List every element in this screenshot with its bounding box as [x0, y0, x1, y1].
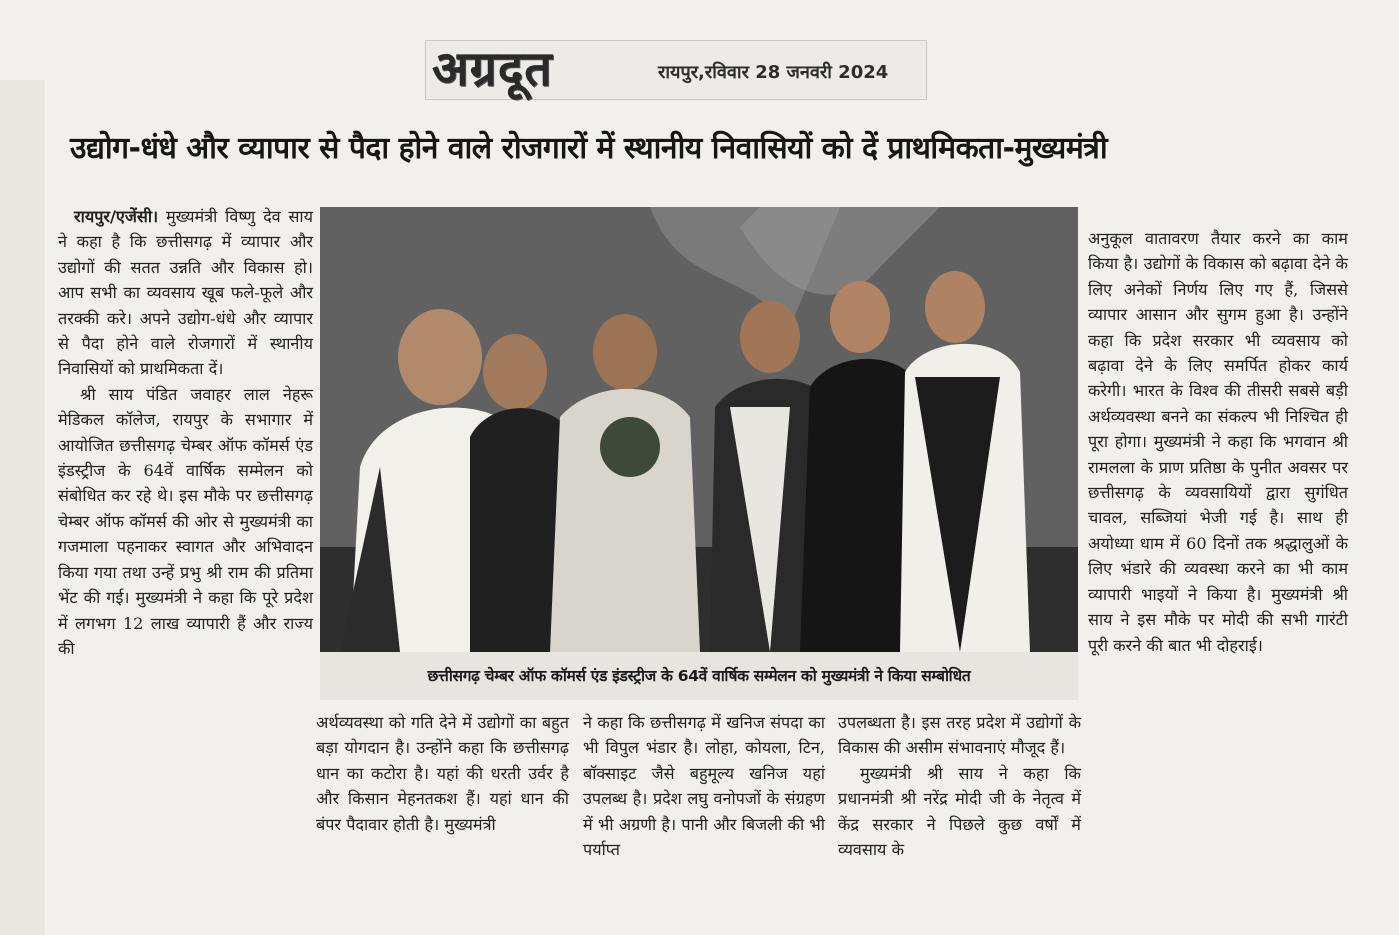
article-column-5	[1088, 226, 1348, 658]
headline: उद्योग-धंधे और व्यापार से पैदा होने वाले रोजगारों में स्थानीय निवासियों को दें प्राथमिकता-मुख्यमंत्री	[70, 131, 1108, 166]
article-paragraph-7: अनुकूल वातावरण तैयार करने का काम किया है। उद्योगों के विकास को बढ़ावा देने के लिए अनेकों निर्णय लिए गए हैं, जिससे व्यापार आसान और सुगम हुआ है। उन्होंने कहा कि प्रदेश सरकार भी व्यवसाय को बढ़ावा देने के लिए समर्पित होकर कार्य करेगी। भारत के विश्व की तीसरी सबसे बड़ी अर्थव्यवस्था बनने का संकल्प भी निश्चित ही पूरा होगा। मुख्यमंत्री ने कहा कि भगवान श्री रामलला के प्राण प्रतिष्ठा के पुनीत अवसर पर छत्तीसगढ़ के व्यवसायियों द्वारा सुगंधित चावल, सब्जियां भेजी गई है। साथ ही अयोध्या धाम में 60 दिनों तक श्रद्धालुओं के लिए भंडारे की व्यवस्था करने का भी काम व्यापारी भाइयों ने किया है। मुख्यमंत्री श्री साय ने इस मौके पर मोदी की सभी गारंटी पूरी करने की बात भी दोहराई।	[1088, 229, 1348, 655]
article-paragraph-4: ने कहा कि छत्तीसगढ़ में खनिज संपदा का भी विपुल भंडार है। लोहा, कोयला, टिन, बॉक्साइट जैसे बहुमूल्य खनिज यहां उपलब्ध है। प्रदेश लघु वनोपजों के संग्रहण में भी अग्रणी है। पानी और बिजली की भी पर्याप्त	[583, 713, 825, 860]
article-column-3	[583, 710, 825, 862]
masthead-dateline: रायपुर,रविवार 28 जनवरी 2024	[658, 62, 889, 83]
article-paragraph-3: अर्थव्यवस्था को गति देने में उद्योगों का बहुत बड़ा योगदान है। उन्होंने कहा कि छत्तीसगढ़ धान का कटोरा है। यहां की धरती उर्वर है और किसान मेहनतकश हैं। यहां धान की बंपर पैदावार होती है। मुख्यमंत्री	[316, 713, 569, 834]
article-paragraph-2: श्री साय पंडित जवाहर लाल नेहरू मेडिकल कॉलेज, रायपुर के सभागार में आयोजित छत्तीसगढ़ चेम्बर ऑफ कॉमर्स एंड इंडस्ट्रीज के 64वें वार्षिक सम्मेलन को संबोधित कर रहे थे। इस मौके पर छत्तीसगढ़ चेम्बर ऑफ कॉमर्स की ओर से मुख्यमंत्री का गजमाला पहनाकर स्वागत और अभिवादन किया गया तथा उन्हें प्रभु श्री राम की प्रतिमा भेंट की गई। मुख्यमंत्री ने कहा कि पूरे प्रदेश में लगभग 12 लाख व्यापारी हैं और राज्य की	[58, 384, 313, 658]
article-column-2	[316, 710, 569, 837]
article-paragraph-5: उपलब्धता है। इस तरह प्रदेश में उद्योगों के विकास की असीम संभावनाएं मौजूद हैं।	[838, 713, 1081, 758]
event-photo-illustration	[320, 207, 1078, 652]
event-photo	[320, 207, 1078, 652]
article-paragraph-1: मुख्यमंत्री विष्णु देव साय ने कहा है कि छत्तीसगढ़ में व्यापार और उद्योगों की सतत उन्नति और विकास हो। आप सभी का व्यवसाय खूब फले-फूले और तरक्की करे। अपने उद्योग-धंधे और व्यापार से पैदा होने वाले रोजगारों में स्थानीय निवासियों को प्राथमिकता दें।	[58, 207, 313, 379]
photo-caption: छत्तीसगढ़ चेम्बर ऑफ कॉमर्स एंड इंडस्ट्रीज के 64वें वार्षिक सम्मेलन को मुख्यमंत्री ने किया सम्बोधित	[320, 652, 1078, 700]
article-dateline: रायपुर/एजेंसी।	[74, 207, 159, 226]
article-paragraph-6: मुख्यमंत्री श्री साय ने कहा कि प्रधानमंत्री श्री नरेंद्र मोदी जी के नेतृत्व में केंद्र सरकार ने पिछले कुछ वर्षों में व्यवसाय के	[838, 763, 1081, 860]
article-column-4	[838, 710, 1081, 862]
article-column-1	[58, 204, 313, 661]
newspaper-logo: अग्रदूत	[432, 41, 553, 97]
page-edge-shade	[0, 80, 45, 935]
